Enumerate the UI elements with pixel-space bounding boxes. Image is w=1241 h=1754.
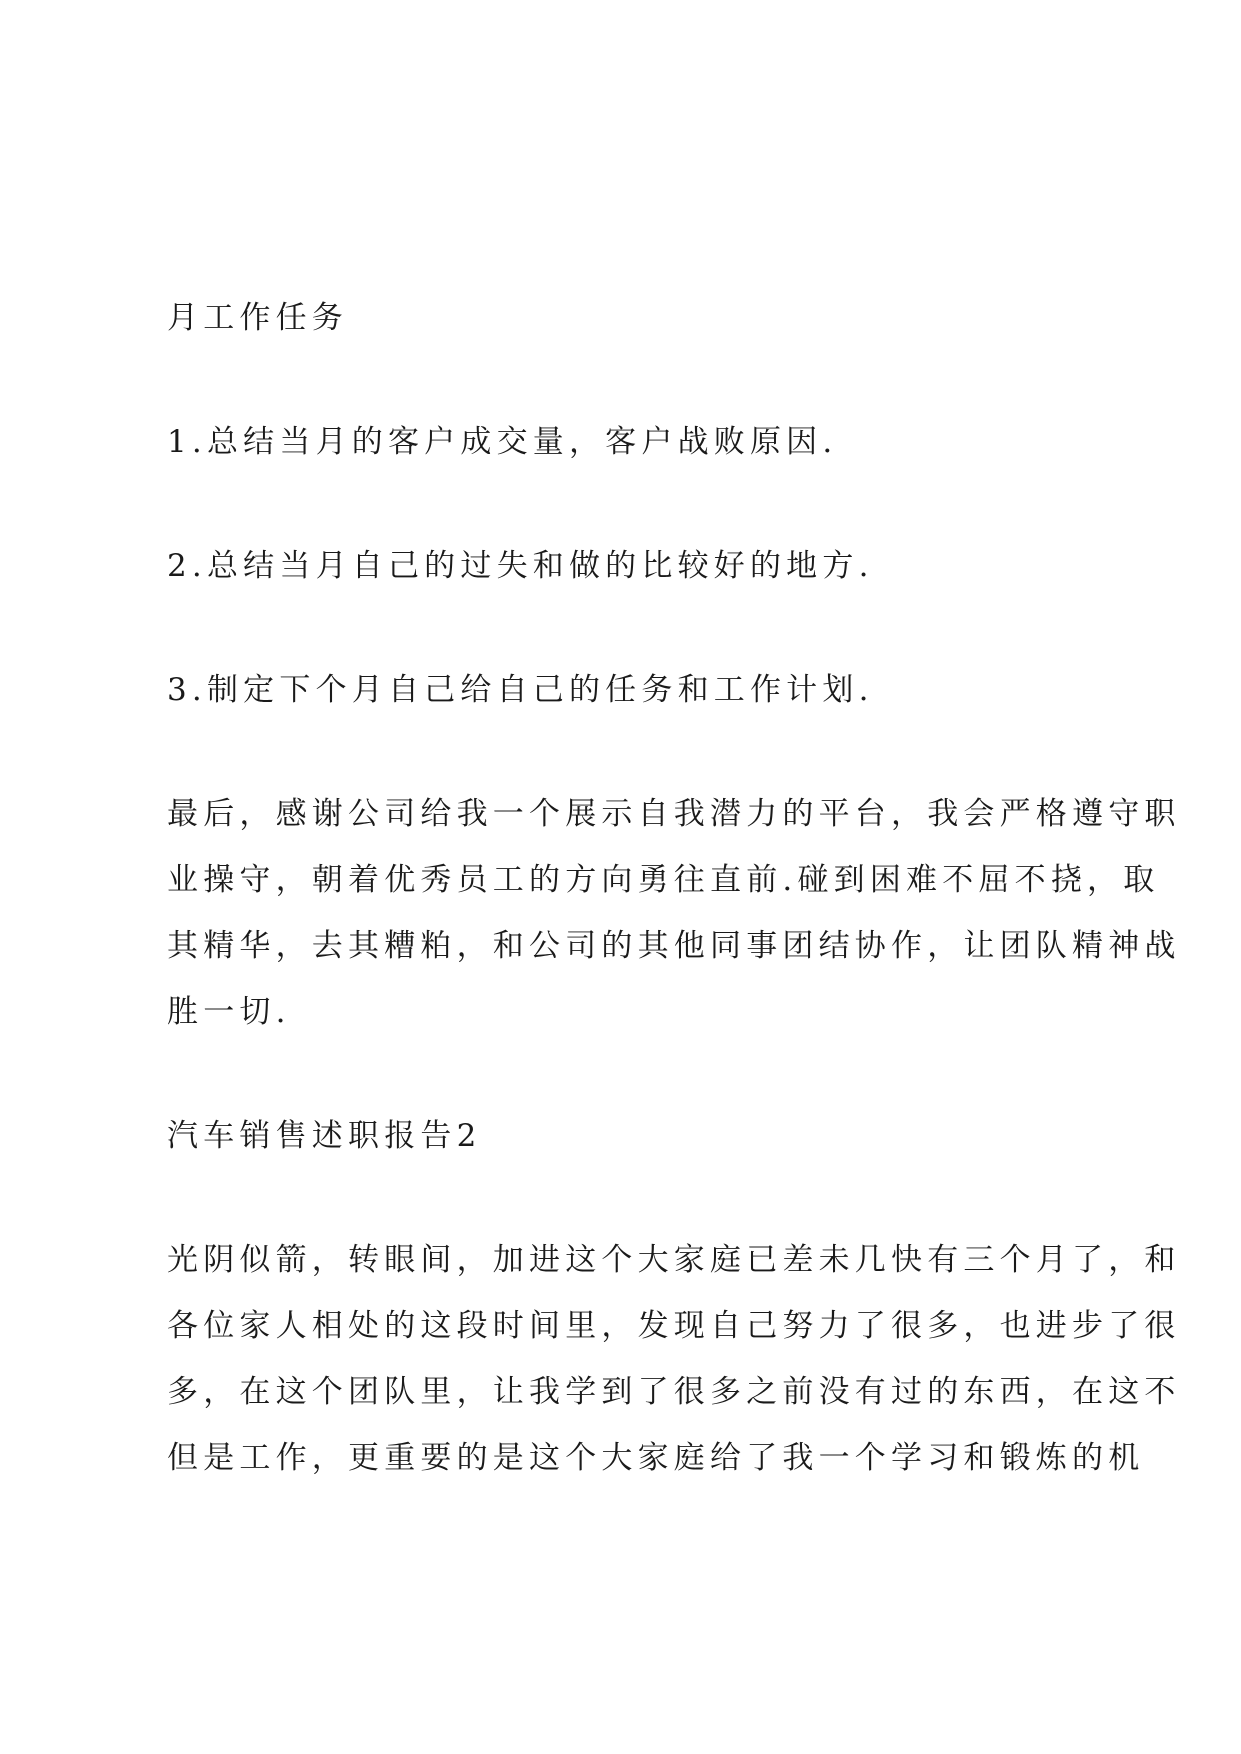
paragraph-line: 多，在这个团队里，让我学到了很多之前没有过的东西，在这不 bbox=[167, 1374, 1181, 1410]
document-body bbox=[167, 285, 1181, 1549]
list-item-2: 2.总结当月自己的过失和做的比较好的地方. bbox=[167, 548, 874, 584]
paragraph-line: 光阴似箭，转眼间，加进这个大家庭已差未几快有三个月了，和 bbox=[167, 1242, 1181, 1278]
paragraph-line: 最后，感谢公司给我一个展示自我潜力的平台，我会严格遵守职 bbox=[167, 796, 1181, 832]
paragraph-line: 其精华，去其糟粕，和公司的其他同事团结协作，让团队精神战 bbox=[167, 928, 1181, 964]
paragraph-line: 胜一切. bbox=[167, 994, 291, 1030]
section-heading-monthly-tasks: 月工作任务 bbox=[167, 300, 348, 336]
closing-paragraph bbox=[167, 781, 1181, 1045]
list-item-3: 3.制定下个月自己给自己的任务和工作计划. bbox=[167, 672, 874, 708]
section-heading-report-2: 汽车销售述职报告2 bbox=[167, 1118, 482, 1154]
paragraph-line: 业操守，朝着优秀员工的方向勇往直前.碰到困难不屈不挠，取 bbox=[167, 862, 1160, 898]
list-item-1: 1.总结当月的客户成交量，客户战败原因. bbox=[167, 424, 838, 460]
paragraph-line: 但是工作，更重要的是这个大家庭给了我一个学习和锻炼的机 bbox=[167, 1440, 1145, 1476]
paragraph-line: 各位家人相处的这段时间里，发现自己努力了很多，也进步了很 bbox=[167, 1308, 1181, 1344]
report-paragraph bbox=[167, 1227, 1181, 1491]
